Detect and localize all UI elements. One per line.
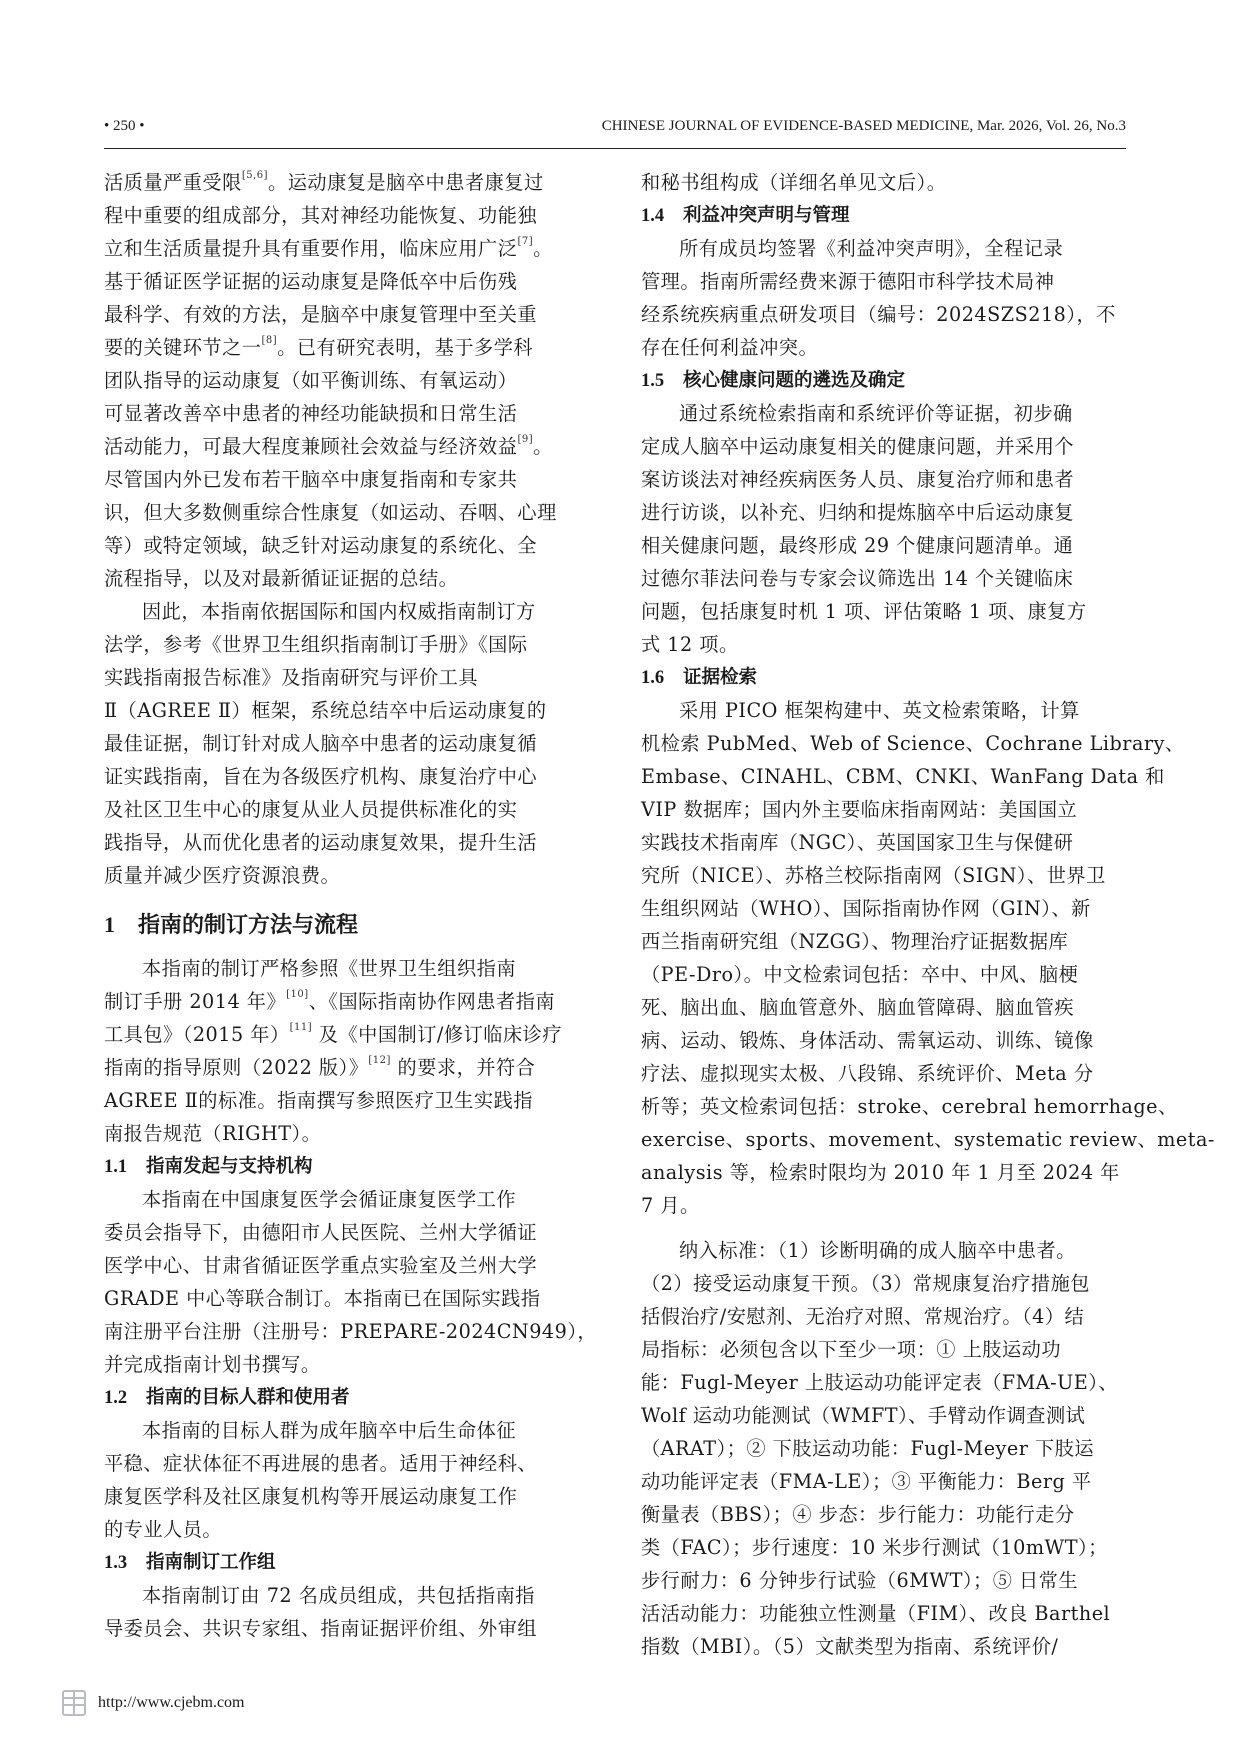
body-text-line: [104, 364, 586, 397]
journal-url-link[interactable]: http://www.cjebm.com: [98, 1694, 245, 1711]
body-text-line: [104, 1018, 586, 1051]
body-text-line: [641, 1498, 1123, 1531]
body-text-line: [104, 1579, 586, 1612]
line-text: 制订手册 2014 年》: [104, 990, 287, 1013]
body-text-line: [104, 628, 586, 661]
body-text-line: [104, 1315, 598, 1348]
body-text-line: [641, 397, 1123, 430]
body-text-line: [641, 1597, 1123, 1630]
citation-ref-link[interactable]: [5,6]: [241, 170, 269, 181]
body-text-line: [641, 1564, 1123, 1597]
body-text-line: [104, 1447, 586, 1480]
body-text-line: [104, 1513, 586, 1546]
body-text-line: [104, 1084, 586, 1117]
body-text-line: [641, 1057, 1123, 1090]
line-text: 经系统疾病重点研发项目（编号：2024SZS218），不: [641, 303, 1116, 326]
line-text: 案访谈法对神经疾病医务人员、康复治疗师和患者: [641, 468, 1075, 491]
body-text-line: [104, 859, 586, 892]
heading-text: 核心健康问题的遴选及确定: [683, 370, 906, 391]
line-text: 导委员会、共识专家组、指南证据评价组、外审组: [104, 1617, 538, 1640]
line-text: 南报告规范（RIGHT）。: [104, 1122, 322, 1145]
line-text: 本指南的目标人群为成年脑卒中后生命体征: [142, 1419, 517, 1442]
line-text: 委员会指导下，由德阳市人民医院、兰州大学循证: [104, 1221, 538, 1244]
body-text-line: [641, 1123, 1215, 1156]
line-text: 工具包》（2015 年）: [104, 1023, 290, 1046]
body-text-line: [104, 496, 586, 529]
body-text-line: [104, 529, 586, 562]
body-text-line: [641, 595, 1123, 628]
line-text: 要的关键环节之一: [104, 336, 262, 359]
line-text: 指数（MBI）。（5）文献类型为指南、系统评价/: [641, 1635, 1059, 1658]
body-text-line: [104, 760, 586, 793]
line-text: 践指导，从而优化患者的运动康复效果，提升生活: [104, 831, 538, 854]
line-text: 医学中心、甘肃省循证医学重点实验室及兰州大学: [104, 1254, 538, 1277]
line-text: 本指南在中国康复医学会循证康复医学工作: [142, 1188, 517, 1211]
line-text: 局指标：必须包含以下至少一项：① 上肢运动功: [641, 1338, 1062, 1361]
line-text: 识，但大多数侧重综合性康复（如运动、吞咽、心理: [104, 501, 557, 524]
body-text-line: [104, 199, 586, 232]
line-text: 活质量严重受限: [104, 171, 242, 194]
body-text-line: [641, 628, 1123, 661]
heading-text: 指南的制订方法与流程: [138, 913, 359, 938]
line-text: 采用 PICO 框架构建中、英文检索策略，计算: [679, 699, 1080, 722]
journal-citation: CHINESE JOURNAL OF EVIDENCE-BASED MEDICINE, Mar. 2026, Vol. 26, No.3: [601, 118, 1126, 134]
paragraph-gap: [641, 1222, 1123, 1234]
running-header: [104, 118, 1126, 149]
body-text-line: [641, 1189, 1123, 1222]
line-text: 康复医学科及社区康复机构等开展运动康复工作: [104, 1485, 518, 1508]
heading-text: 利益冲突声明与管理: [683, 205, 850, 226]
body-text-line: [104, 1480, 586, 1513]
line-text: 证实践指南，旨在为各级医疗机构、康复治疗中心: [104, 765, 538, 788]
body-text-line: [641, 1399, 1123, 1432]
body-text-line: [104, 463, 586, 496]
body-text-line: [641, 265, 1123, 298]
citation-ref-link[interactable]: [7]: [517, 236, 534, 247]
body-text-line: [641, 1366, 1123, 1399]
line-text: 衡量表（BBS）；④ 步态：步行能力：功能行走分: [641, 1503, 1075, 1526]
citation-ref-link[interactable]: [9]: [517, 434, 534, 445]
page-number: • 250 •: [104, 118, 145, 134]
body-text-line: [641, 727, 1185, 760]
line-text: 管理。指南所需经费来源于德阳市科学技术局神: [641, 270, 1055, 293]
line-text: VIP 数据库；国内外主要临床指南网站：美国国立: [641, 798, 1078, 821]
body-text-line: [641, 1432, 1123, 1465]
line-text-tail: 。运动康复是脑卒中患者康复过: [268, 171, 544, 194]
body-text-line: [104, 952, 586, 985]
body-text-line: [641, 1024, 1123, 1057]
heading-number: 1.1: [104, 1157, 128, 1177]
body-text-line: [104, 166, 586, 199]
body-text-line: [641, 925, 1123, 958]
body-text-line: [104, 727, 586, 760]
line-text: 西兰指南研究组（NZGG）、物理治疗证据数据库: [641, 930, 1069, 953]
citation-ref-link[interactable]: [11]: [289, 1022, 313, 1033]
line-text: AGREE Ⅱ的标准。指南撰写参照医疗卫生实践指: [104, 1089, 533, 1112]
line-text: 基于循证医学证据的运动康复是降低卒中后伤残: [104, 270, 518, 293]
line-text: 和秘书组构成（详细名单见文后）。: [641, 171, 947, 194]
subsection-heading: [104, 1150, 586, 1183]
body-text-line: [641, 1267, 1123, 1300]
line-text: Embase、CINAHL、CBM、CNKI、WanFang Data 和: [641, 765, 1165, 788]
body-text-line: [104, 430, 586, 463]
body-text-line: [104, 1117, 586, 1150]
line-text: （PE-Dro）。中文检索词包括：卒中、中风、脑梗: [641, 963, 1079, 986]
body-text-line: [104, 826, 586, 859]
body-text-line: [104, 1282, 586, 1315]
line-text: 及社区卫生中心的康复从业人员提供标准化的实: [104, 798, 518, 821]
body-text-line: [104, 397, 586, 430]
heading-number: 1.2: [104, 1388, 128, 1408]
body-text-line: [104, 1216, 586, 1249]
line-text: 动功能评定表（FMA-LE）；③ 平衡能力：Berg 平: [641, 1470, 1092, 1493]
body-text-line: [104, 1414, 586, 1447]
body-text-line: [104, 1051, 586, 1084]
line-text: 团队指导的运动康复（如平衡训练、有氧运动）: [104, 369, 518, 392]
body-text-line: [104, 298, 586, 331]
line-text: 问题，包括康复时机 1 项、评估策略 1 项、康复方: [641, 600, 1087, 623]
line-text: 南注册平台注册（注册号：PREPARE-2024CN949），: [104, 1320, 598, 1343]
body-text-line: [641, 1234, 1123, 1267]
body-text-line: [641, 1630, 1123, 1663]
line-text: 因此，本指南依据国际和国内权威指南制订方: [142, 600, 536, 623]
right-column: [641, 166, 1215, 1663]
heading-number: 1.6: [641, 668, 665, 688]
line-text: 病、运动、锻炼、身体活动、需氧运动、训练、镜像: [641, 1029, 1094, 1052]
body-text-line: [641, 793, 1123, 826]
body-text-line: [641, 1300, 1123, 1333]
line-text: 活动能力，可最大程度兼顾社会效益与经济效益: [104, 435, 518, 458]
body-text-line: [641, 166, 1123, 199]
body-text-line: [104, 1249, 586, 1282]
body-text-line: [641, 496, 1123, 529]
body-text-line: [641, 1156, 1123, 1189]
line-text: 实践技术指南库（NGC）、英国国家卫生与保健研: [641, 831, 1074, 854]
heading-number: 1.5: [641, 371, 665, 391]
citation-ref-link[interactable]: [12]: [368, 1055, 391, 1066]
body-text-line: [104, 1183, 586, 1216]
cjebm-logo-icon: [60, 1688, 88, 1718]
line-text: 质量并减少医疗资源浪费。: [104, 864, 341, 887]
body-text-line: [104, 661, 586, 694]
line-text-tail: 。: [533, 237, 553, 260]
line-text: 进行访谈，以补充、归纳和提炼脑卒中后运动康复: [641, 501, 1075, 524]
heading-text: 指南的目标人群和使用者: [146, 1387, 350, 1408]
line-text: 存在任何利益冲突。: [641, 336, 819, 359]
body-text-line: [104, 694, 586, 727]
line-text: 相关健康问题，最终形成 29 个健康问题清单。通: [641, 534, 1074, 557]
line-text-tail: 。已有研究表明，基于多学科: [277, 336, 534, 359]
body-text-line: [641, 463, 1123, 496]
line-text: Wolf 运动功能测试（WMFT）、手臂动作调查测试: [641, 1404, 1086, 1427]
line-text-tail: 。: [533, 435, 553, 458]
line-text: 并完成指南计划书撰写。: [104, 1353, 321, 1376]
line-text-tail: 、《国际指南协作网患者指南: [308, 990, 556, 1013]
citation-ref-link[interactable]: [8]: [261, 335, 278, 346]
line-text: analysis 等，检索时限均为 2010 年 1 月至 2024 年: [641, 1161, 1120, 1184]
line-text: 式 12 项。: [641, 633, 739, 656]
body-text-line: [104, 985, 586, 1018]
heading-text: 证据检索: [683, 667, 758, 688]
section-heading: [104, 902, 586, 948]
line-text: 指南的指导原则（2022 版）》: [104, 1056, 369, 1079]
line-text: 的专业人员。: [104, 1518, 223, 1541]
heading-number: 1: [104, 912, 115, 937]
line-text: 等）或特定领域，缺乏针对运动康复的系统化、全: [104, 534, 538, 557]
line-text: 本指南制订由 72 名成员组成，共包括指南指: [142, 1584, 535, 1607]
body-text-line: [641, 1531, 1123, 1564]
line-text: 7 月。: [641, 1194, 700, 1217]
heading-text: 指南发起与支持机构: [146, 1156, 313, 1177]
body-text-line: [104, 331, 586, 364]
line-text: 尽管国内外已发布若干脑卒中康复指南和专家共: [104, 468, 518, 491]
line-text: 最佳证据，制订针对成人脑卒中患者的运动康复循: [104, 732, 538, 755]
subsection-heading: [104, 1546, 586, 1579]
line-text: 究所（NICE）、苏格兰校际指南网（SIGN）、世界卫: [641, 864, 1106, 887]
line-text: 实践指南报告标准》及指南研究与评价工具: [104, 666, 479, 689]
line-text: 所有成员均签署《利益冲突声明》，全程记录: [679, 237, 1064, 260]
citation-ref-link[interactable]: [10]: [286, 989, 309, 1000]
subsection-heading: [641, 364, 1123, 397]
subsection-heading: [104, 1381, 586, 1414]
heading-number: 1.3: [104, 1553, 128, 1573]
body-text-line: [104, 595, 586, 628]
line-text: 类（FAC）；步行速度：10 米步行测试（10mWT）；: [641, 1536, 1108, 1559]
body-text-line: [641, 1465, 1123, 1498]
subsection-heading: [641, 661, 1123, 694]
heading-text: 指南制订工作组: [146, 1552, 276, 1573]
heading-number: 1.4: [641, 206, 665, 226]
line-text: 过德尔菲法问卷与专家会议筛选出 14 个关键临床: [641, 567, 1074, 590]
body-text-line: [104, 793, 586, 826]
line-text: 可显著改善卒中患者的神经功能缺损和日常生活: [104, 402, 518, 425]
line-text: exercise、sports、movement、systematic review、meta-: [641, 1128, 1215, 1151]
body-text-line: [641, 1333, 1123, 1366]
line-text: 步行耐力：6 分钟步行试验（6MWT）；⑤ 日常生: [641, 1569, 1079, 1592]
body-text-line: [104, 562, 586, 595]
line-text: 立和生活质量提升具有重要作用，临床应用广泛: [104, 237, 518, 260]
line-text: 括假治疗/安慰剂、无治疗对照、常规治疗。（4）结: [641, 1305, 1085, 1328]
line-text: 疗法、虚拟现实太极、八段锦、系统评价、Meta 分: [641, 1062, 1094, 1085]
body-text-line: [641, 298, 1123, 331]
line-text-tail: 的要求，并符合: [390, 1056, 536, 1079]
line-text: 析等；英文检索词包括：stroke、cerebral hemorrhage、: [641, 1095, 1178, 1118]
left-column: [104, 166, 598, 1645]
line-text-tail: 及《中国制订/修订临床诊疗: [312, 1023, 563, 1046]
body-text-line: [641, 331, 1123, 364]
body-text-line: [641, 859, 1123, 892]
line-text: 最科学、有效的方法，是脑卒中康复管理中至关重: [104, 303, 538, 326]
line-text: GRADE 中心等联合制订。本指南已在国际实践指: [104, 1287, 541, 1310]
line-text: 纳入标准：（1）诊断明确的成人脑卒中患者。: [679, 1239, 1076, 1262]
body-text-line: [104, 1612, 586, 1645]
line-text: （2）接受运动康复干预。（3）常规康复治疗措施包: [641, 1272, 1090, 1295]
line-text: Ⅱ（AGREE Ⅱ）框架，系统总结卒中后运动康复的: [104, 699, 547, 722]
line-text: 流程指导，以及对最新循证证据的总结。: [104, 567, 459, 590]
body-text-line: [641, 430, 1123, 463]
body-text-line: [641, 958, 1123, 991]
body-text-line: [104, 1348, 586, 1381]
body-text-line: [641, 892, 1123, 925]
body-text-line: [641, 232, 1123, 265]
line-text: 生组织网站（WHO）、国际指南协作网（GIN）、新: [641, 897, 1091, 920]
body-text-line: [641, 529, 1123, 562]
body-text-line: [641, 1090, 1178, 1123]
subsection-heading: [641, 199, 1123, 232]
body-text-line: [641, 694, 1123, 727]
line-text: 本指南的制订严格参照《世界卫生组织指南: [142, 957, 517, 980]
body-text-line: [641, 991, 1123, 1024]
line-text: 机检索 PubMed、Web of Science、Cochrane Library、: [641, 732, 1185, 755]
line-text: 活活动能力：功能独立性测量（FIM）、改良 Barthel: [641, 1602, 1111, 1625]
line-text: 平稳、症状体征不再进展的患者。适用于神经科、: [104, 1452, 538, 1475]
line-text: 能：Fugl-Meyer 上肢运动功能评定表（FMA-UE）、: [641, 1371, 1119, 1394]
body-text-line: [104, 265, 586, 298]
line-text: 程中重要的组成部分，其对神经功能恢复、功能独: [104, 204, 538, 227]
line-text: 定成人脑卒中运动康复相关的健康问题，并采用个: [641, 435, 1075, 458]
body-text-line: [641, 760, 1165, 793]
body-text-line: [104, 232, 586, 265]
line-text: 死、脑出血、脑血管意外、脑血管障碍、脑血管疾: [641, 996, 1075, 1019]
body-text-line: [641, 826, 1123, 859]
line-text: 通过系统检索指南和系统评价等证据，初步确: [679, 402, 1073, 425]
body-text-line: [641, 562, 1123, 595]
line-text: （ARAT）；② 下肢运动功能：Fugl-Meyer 下肢运: [641, 1437, 1095, 1460]
line-text: 法学，参考《世界卫生组织指南制订手册》《国际: [104, 633, 528, 656]
